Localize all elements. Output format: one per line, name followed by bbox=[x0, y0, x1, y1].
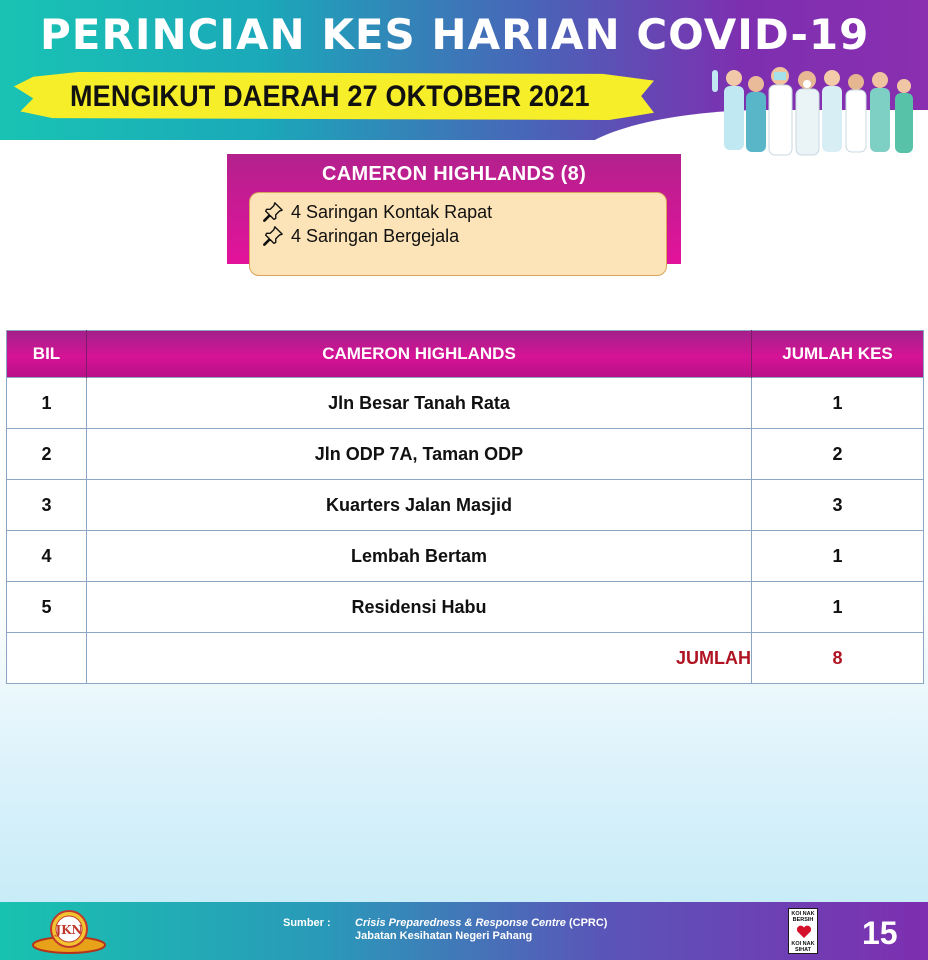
table-header-row bbox=[7, 331, 924, 378]
worker-6 bbox=[846, 74, 866, 152]
cell-bil: 2 bbox=[7, 429, 87, 480]
worker-8 bbox=[895, 79, 913, 153]
source-org-name: Crisis Preparedness & Response Centre bbox=[355, 917, 566, 929]
cell-bil: 3 bbox=[7, 480, 87, 531]
summary-title: CAMERON HIGHLANDS (8) bbox=[321, 163, 587, 185]
summary-item bbox=[262, 201, 492, 223]
column-header-location: CAMERON HIGHLANDS bbox=[87, 331, 752, 378]
worker-4 bbox=[796, 71, 819, 155]
cell-bil: 1 bbox=[7, 378, 87, 429]
badge-line: KOI NAK bbox=[791, 911, 815, 917]
page-title: PERINCIAN KES HARIAN COVID-19 bbox=[40, 10, 870, 59]
heart-icon bbox=[796, 925, 812, 939]
summary-item-text: 4 Saringan Bergejala bbox=[291, 225, 460, 246]
worker-3 bbox=[769, 67, 792, 155]
badge-line: KOI NAK bbox=[791, 941, 815, 947]
jkn-logo bbox=[28, 905, 110, 957]
source-department: Jabatan Kesihatan Negeri Pahang bbox=[355, 930, 533, 942]
column-header-cases: JUMLAH KES bbox=[752, 331, 924, 378]
table-row bbox=[7, 531, 924, 582]
cell-cases: 3 bbox=[752, 480, 924, 531]
pushpin-icon bbox=[262, 201, 284, 223]
jkn-logo-text: JKN bbox=[55, 923, 83, 937]
table-row bbox=[7, 582, 924, 633]
summary-item bbox=[262, 225, 459, 247]
table-total-row bbox=[7, 633, 924, 684]
table-row bbox=[7, 378, 924, 429]
cases-table bbox=[6, 330, 924, 684]
worker-7 bbox=[870, 72, 890, 152]
total-label: JUMLAH bbox=[87, 633, 752, 684]
cell-cases: 1 bbox=[752, 531, 924, 582]
source-label: Sumber : bbox=[283, 917, 331, 929]
summary-item-text: 4 Saringan Kontak Rapat bbox=[291, 201, 493, 222]
cell-bil: 5 bbox=[7, 582, 87, 633]
badge-line: BERSIH bbox=[792, 917, 814, 923]
cell-bil-empty bbox=[7, 633, 87, 684]
badge-line: SIHAT bbox=[794, 947, 812, 953]
worker-5 bbox=[822, 70, 842, 152]
cell-location: Kuarters Jalan Masjid bbox=[87, 480, 752, 531]
cell-location: Jln Besar Tanah Rata bbox=[87, 378, 752, 429]
cell-location: Jln ODP 7A, Taman ODP bbox=[87, 429, 752, 480]
page-subtitle: MENGIKUT DAERAH 27 OKTOBER 2021 bbox=[70, 80, 590, 113]
cell-location: Lembah Bertam bbox=[87, 531, 752, 582]
worker-2 bbox=[746, 76, 766, 152]
koi-nak-badge bbox=[788, 908, 818, 954]
column-header-bil: BIL bbox=[7, 331, 87, 378]
total-value: 8 bbox=[752, 633, 924, 684]
source-org bbox=[355, 917, 607, 929]
worker-1 bbox=[712, 70, 744, 150]
cell-cases: 1 bbox=[752, 582, 924, 633]
cell-bil: 4 bbox=[7, 531, 87, 582]
cell-cases: 2 bbox=[752, 429, 924, 480]
page-number: 15 bbox=[862, 915, 898, 951]
cell-cases: 1 bbox=[752, 378, 924, 429]
pushpin-icon bbox=[262, 225, 284, 247]
cell-location: Residensi Habu bbox=[87, 582, 752, 633]
source-org-abbr: (CPRC) bbox=[565, 917, 608, 929]
table-row bbox=[7, 480, 924, 531]
healthcare-workers-illustration bbox=[694, 58, 926, 158]
table-row bbox=[7, 429, 924, 480]
